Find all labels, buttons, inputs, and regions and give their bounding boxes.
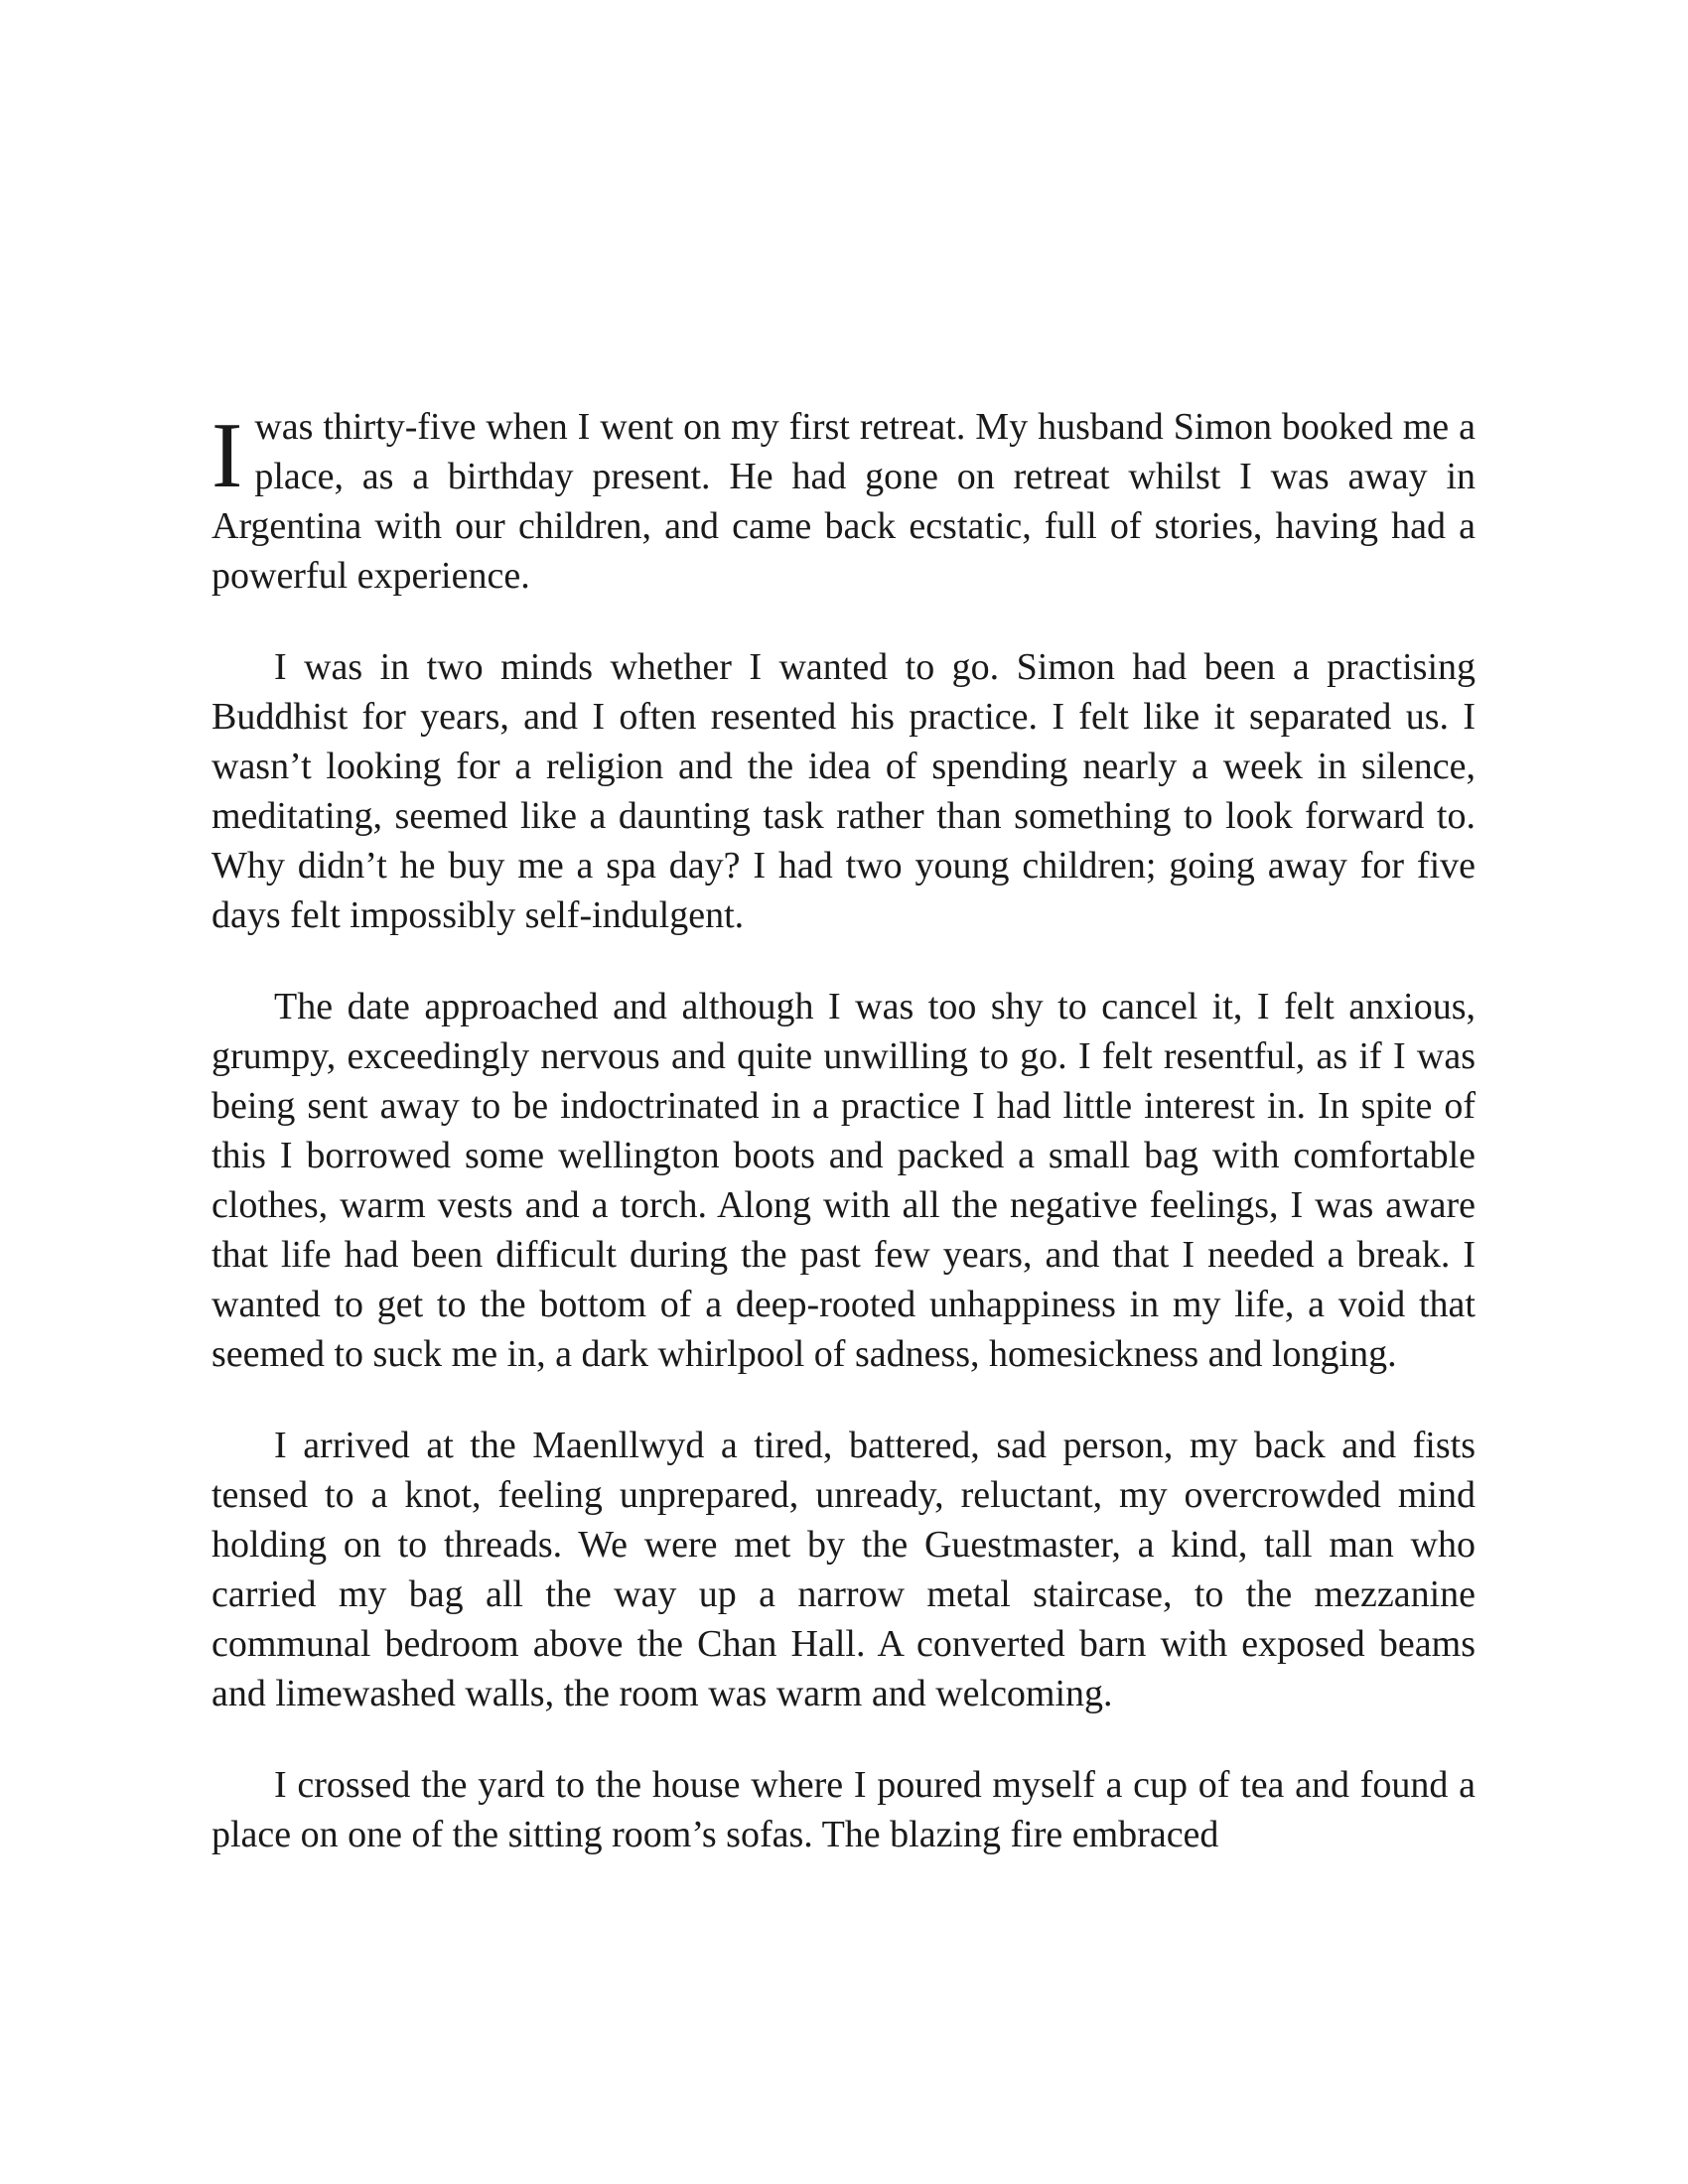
paragraph-3: The date approached and although I was too shy to cancel it, I felt anxious, grumpy, exceedingly nervous and quite unwilling to go. I felt resentful, as if I was being sent away to be indoctrinated in a practice I had little interest in. In spite of this I borrowed some wellington boots and packed a small bag with comfortable clothes, warm vests and a torch. Along with all the negative feelings, I was aware that life had been difficult during the past few years, and that I needed a break. I wanted to get to the bottom of a deep-rooted unhappiness in my life, a void that seemed to suck me in, a dark whirlpool of sadness, homesickness and longing. [211, 986, 1476, 1375]
paragraph-5: I crossed the yard to the house where I poured myself a cup of tea and found a place on one of the sitting room’s sofas. The blazing fire embraced [211, 1764, 1476, 1855]
paragraph-1 [211, 402, 1476, 601]
drop-cap: I [211, 404, 243, 507]
chapter-text [211, 402, 1476, 1901]
paragraph-1-text: was thirty-five when I went on my first retreat. My husband Simon booked me a place, as a birthday present. He had gone on retreat whilst I was away in Argentina with our children, and came back ecstatic, full of stories, having had a powerful experience. [211, 406, 1476, 597]
paragraph-2: I was in two minds whether I wanted to go. Simon had been a practising Buddhist for years, and I often resented his practice. I felt like it separated us. I wasn’t looking for a religion and the idea of spending nearly a week in silence, meditating, seemed like a daunting task rather than something to look forward to. Why didn’t he buy me a spa day? I had two young children; going away for five days felt impossibly self-indulgent. [211, 646, 1476, 936]
paragraph-4: I arrived at the Maenllwyd a tired, battered, sad person, my back and fists tensed to a knot, feeling unprepared, unready, reluctant, my overcrowded mind holding on to threads. We were met by the Guestmaster, a kind, tall man who carried my bag all the way up a narrow metal staircase, to the mezzanine communal bedroom above the Chan Hall. A converted barn with exposed beams and limewashed walls, the room was warm and welcoming. [211, 1425, 1476, 1714]
